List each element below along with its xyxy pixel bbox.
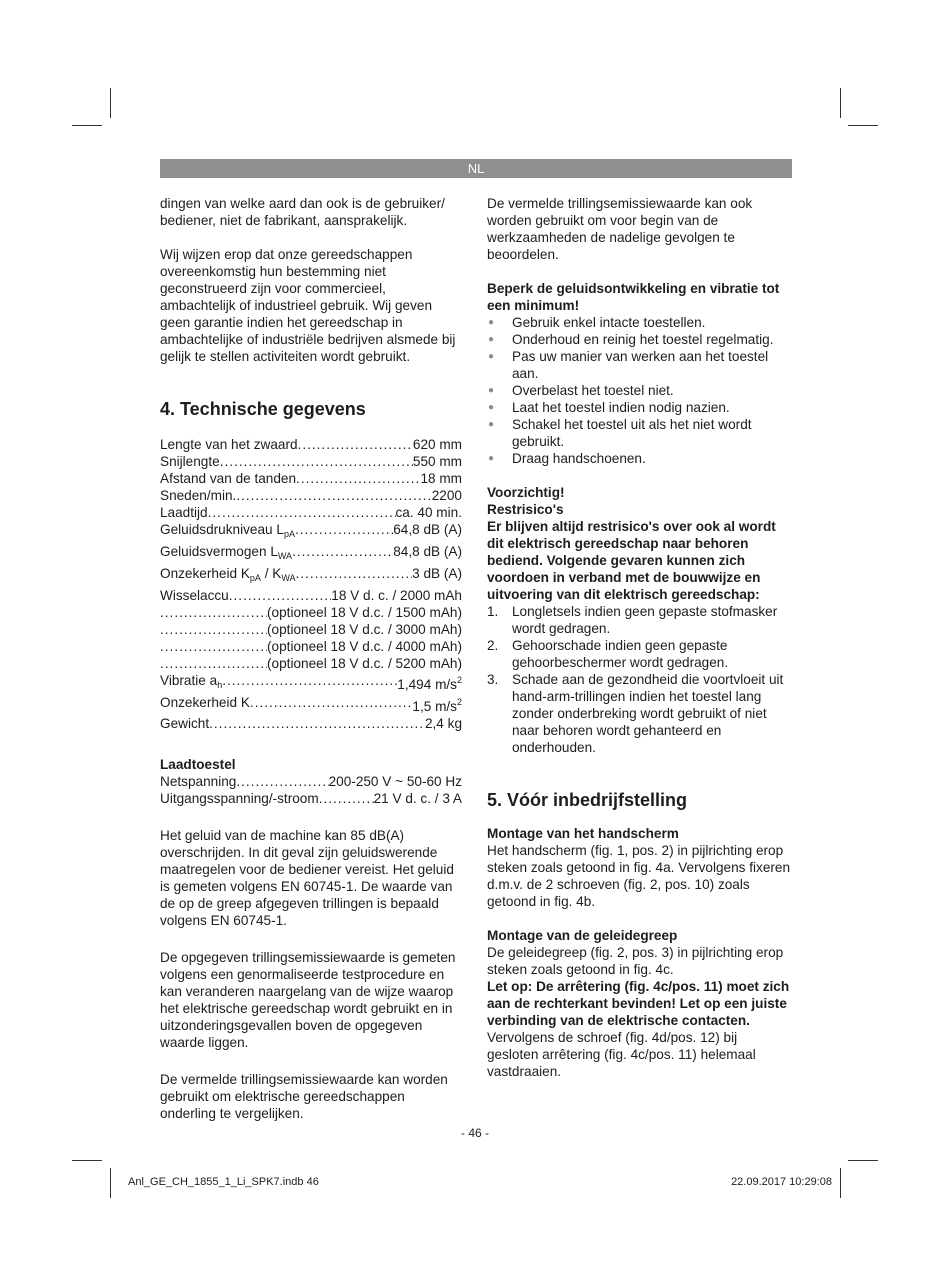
footer-datetime: 22.09.2017 10:29:08	[731, 1176, 832, 1188]
section-title: 4. Technische gegevens	[160, 399, 366, 419]
warning-text: Let op: De arrêtering (fig. 4c/pos. 11) moet zich aan de rechterkant bevinden! Let op een juiste verbinding van de elektrische contacten.	[487, 979, 790, 1028]
spec-row: Onzekerheid K ..... 1,5 $m/s^2$	[160, 694, 462, 715]
subsection-title: Restrisico's	[487, 502, 564, 517]
spec-row: ..... (optioneel 18 V d.c. / 3000 mAh)	[160, 621, 462, 638]
crop-mark	[840, 1168, 841, 1198]
spec-row: Geluidsdrukniveau $L_{pA}$ ..... 64,8 dB (A)	[160, 521, 462, 543]
right-column	[487, 195, 792, 1080]
paragraph: De opgegeven trillingsemissiewaarde is gemeten volgens een genormaliseerde testprocedure en kan veranderen naargelang van de wijze waarop het elektrische gereedschap wordt gebruikt en in uitzonderingsgevallen boven de opgegeven waarde liggen.	[160, 950, 456, 1050]
spec-row: Gewicht ..... 2,4 kg	[160, 715, 462, 732]
paragraph: dingen van welke aard dan ook is de gebruiker/ bediener, niet de fabrikant, aansprakelijk.	[160, 196, 445, 228]
list-item: ● Draag handschoenen.	[487, 450, 792, 467]
charger-specs	[160, 773, 462, 807]
list-item: 2. Gehoorschade indien geen gepaste gehoorbeschermer wordt gedragen.	[487, 638, 729, 670]
paragraph: Het handscherm (fig. 1, pos. 2) in pijlrichting erop steken zoals getoond in fig. 4a. Vervolgens fixeren d.m.v. de 2 schroeven (fig. 2, pos. 10) zoals getoond in fig. 4b.	[487, 843, 791, 909]
subsection-title: Montage van het handscherm	[487, 826, 679, 841]
spec-row: Sneden/min. ..... 2200	[160, 487, 462, 504]
paragraph: Wij wijzen erop dat onze gereedschappen overeenkomstig hun bestemming niet geconstrueerd zijn voor commercieel, ambachtelijk of industrieel gebruik. Wij geven geen garantie indien het gereedschap in ambachtelijke of industriële bedrijven alsmede bij gelijk te stellen activiteiten wordt gebruikt.	[160, 247, 456, 364]
paragraph: De vermelde trillingsemissiewaarde kan worden gebruikt om elektrische gereedschappen onderling te vergelijken.	[160, 1072, 448, 1121]
bullet-list	[487, 314, 792, 467]
spec-row: Netspanning ..... 200-250 V ~ 50-60 Hz	[160, 773, 462, 790]
subsection-title: Laadtoestel	[160, 757, 236, 772]
spec-row: Uitgangsspanning/-stroom ..... 21 V d. c. / 3 A	[160, 790, 462, 807]
spec-row: Vibratie $a_h$ ..... 1,494 $m/s^2$	[160, 672, 462, 694]
spec-row: Geluidsvermogen $L_{WA}$ ..... 84,8 dB (A)	[160, 543, 462, 565]
crop-mark	[840, 88, 841, 118]
spec-table	[160, 436, 462, 732]
paragraph: De vermelde trillingsemissiewaarde kan ook worden gebruikt om voor begin van de werkzaamheden de nadelige gevolgen te beoordelen.	[487, 196, 753, 262]
page-number: - 46 -	[460, 1126, 489, 1140]
spec-row: Afstand van de tanden ..... 18 mm	[160, 470, 462, 487]
spec-row: Wisselaccu ..... 18 V d. c. / 2000 mAh	[160, 587, 462, 604]
list-item: ● Onderhoud en reinig het toestel regelmatig.	[487, 331, 792, 348]
caution-title: Voorzichtig!	[487, 485, 565, 500]
spec-row: ..... (optioneel 18 V d.c. / 5200 mAh)	[160, 655, 462, 672]
subsection-title: Montage van de geleidegreep	[487, 928, 678, 943]
left-column	[160, 195, 462, 1122]
spec-row: Onzekerheid $K_{pA} / K_{WA}$ ..... 3 dB (A)	[160, 565, 462, 587]
crop-mark	[110, 88, 111, 118]
risk-list	[487, 603, 792, 756]
list-item: 3. Schade aan de gezondheid die voortvloeit uit hand-arm-trillingen indien het toestel lang zonder onderbreking wordt gebruikt of niet naar behoren wordt gehanteerd en onderhouden.	[487, 672, 784, 755]
footer-file: Anl_GE_CH_1855_1_Li_SPK7.indb 46	[128, 1176, 319, 1188]
list-item: ● Overbelast het toestel niet.	[487, 382, 792, 399]
crop-mark	[848, 1160, 878, 1161]
paragraph: Het geluid van de machine kan 85 dB(A) overschrijden. In dit geval zijn geluidswerende maatregelen voor de bediener vereist. Het geluid is gemeten volgens EN 60745-1. De waarde van de op de greep afgegeven trillingen is bepaald volgens EN 60745-1.	[160, 828, 454, 928]
spec-row: Laadtijd ..... ca. 40 min.	[160, 504, 462, 521]
language-label: NL	[467, 161, 485, 176]
spec-row: Snijlengte ..... 550 mm	[160, 453, 462, 470]
spec-row: ..... (optioneel 18 V d.c. / 1500 mAh)	[160, 604, 462, 621]
list-item: ● Gebruik enkel intacte toestellen.	[487, 314, 792, 331]
list-item: ● Schakel het toestel uit als het niet wordt gebruikt.	[487, 416, 792, 450]
language-header-bar	[160, 159, 792, 178]
list-item: ● Pas uw manier van werken aan het toestel aan.	[487, 348, 792, 382]
paragraph: De geleidegreep (fig. 2, pos. 3) in pijlrichting erop steken zoals getoond in fig. 4c.	[487, 945, 784, 977]
list-item: ● Laat het toestel indien nodig nazien.	[487, 399, 792, 416]
crop-mark	[110, 1168, 111, 1198]
paragraph: Er blijven altijd restrisico's over ook al wordt dit elektrisch gereedschap naar behoren bediend. Volgende gevaren kunnen zich voordoen in verband met de bouwwijze en uitvoering van dit elektrisch gereedschap:	[487, 519, 776, 602]
section-title: 5. Vóór inbedrijfstelling	[487, 790, 688, 810]
paragraph: Vervolgens de schroef (fig. 4d/pos. 12) bij gesloten arrêtering (fig. 4c/pos. 11) helemaal vastdraaien.	[487, 1030, 756, 1079]
crop-mark	[72, 125, 102, 126]
list-item: 1. Longletsels indien geen gepaste stofmasker wordt gedragen.	[487, 604, 778, 636]
subsection-title: Beperk de geluidsontwikkeling en vibratie tot een minimum!	[487, 281, 780, 313]
crop-mark	[848, 125, 878, 126]
spec-row: Lengte van het zwaard ..... 620 mm	[160, 436, 462, 453]
spec-row: ..... (optioneel 18 V d.c. / 4000 mAh)	[160, 638, 462, 655]
crop-mark	[72, 1160, 102, 1161]
